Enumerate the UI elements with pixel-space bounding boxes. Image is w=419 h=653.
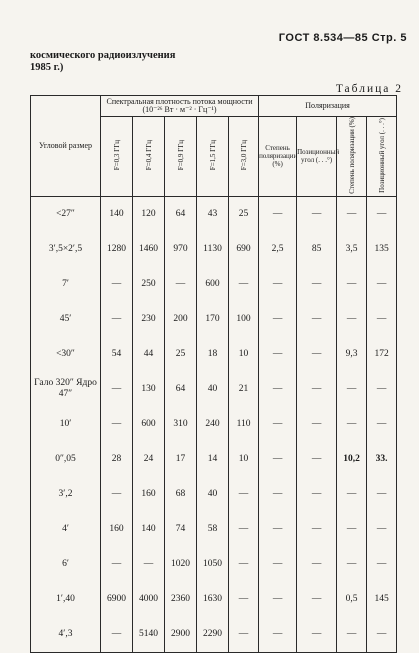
table-cell: —: [337, 477, 367, 512]
col-header-pos-angle: Позиционный угол (. . .°): [297, 117, 337, 197]
table-cell: 2900: [165, 617, 197, 653]
cell-angular-size: 0″,05: [31, 442, 101, 477]
table-cell: 0,5: [337, 582, 367, 617]
table-cell: —: [259, 582, 297, 617]
table-cell: —: [259, 337, 297, 372]
cell-angular-size: Гало 320″ Ядро 47″: [31, 372, 101, 407]
table-cell: —: [259, 302, 297, 337]
table-cell: 1050: [197, 547, 229, 582]
table-cell: —: [367, 547, 397, 582]
table-cell: 140: [133, 512, 165, 547]
table-cell: 40: [197, 477, 229, 512]
table-cell: 4000: [133, 582, 165, 617]
table-cell: 145: [367, 582, 397, 617]
table-cell: —: [259, 196, 297, 232]
table-cell: 74: [165, 512, 197, 547]
col-header-pos-angle: Позиционный угол (. . .°): [367, 117, 397, 197]
table-cell: —: [297, 617, 337, 653]
cell-angular-size: 45′: [31, 302, 101, 337]
table-cell: 10: [229, 337, 259, 372]
data-table: [30, 95, 397, 653]
col-header-freq: F=0,9 ГГц: [165, 117, 197, 197]
table-cell: 25: [165, 337, 197, 372]
table-cell: —: [297, 442, 337, 477]
table-cell: 135: [367, 232, 397, 267]
table-cell: —: [297, 407, 337, 442]
cell-angular-size: 10′: [31, 407, 101, 442]
table-cell: 1020: [165, 547, 197, 582]
table-cell: —: [259, 267, 297, 302]
table-cell: —: [133, 547, 165, 582]
table-cell: —: [337, 512, 367, 547]
table-title: Таблица 2: [335, 83, 403, 95]
table-cell: —: [101, 547, 133, 582]
table-cell: —: [229, 512, 259, 547]
table-cell: —: [297, 512, 337, 547]
table-cell: —: [297, 547, 337, 582]
col-header-size: Угловой размер: [31, 96, 101, 197]
col-header-freq: F=3,0 ГГц: [229, 117, 259, 197]
table-cell: 1630: [197, 582, 229, 617]
page-header: ГОСТ 8.534—85 Стр. 5: [278, 32, 407, 44]
table-cell: 58: [197, 512, 229, 547]
table-cell: 160: [133, 477, 165, 512]
table-cell: 68: [165, 477, 197, 512]
table-row: [31, 477, 397, 512]
table-cell: —: [297, 337, 337, 372]
cell-angular-size: 7′: [31, 267, 101, 302]
cell-angular-size: 3′,5×2′,5: [31, 232, 101, 267]
table-cell: —: [229, 267, 259, 302]
table-row: [31, 582, 397, 617]
table-row: [31, 372, 397, 407]
table-cell: —: [367, 407, 397, 442]
table-cell: 10: [229, 442, 259, 477]
table-cell: —: [259, 442, 297, 477]
table-cell: —: [297, 372, 337, 407]
table-cell: —: [367, 512, 397, 547]
cell-angular-size: 4′: [31, 512, 101, 547]
table-cell: 230: [133, 302, 165, 337]
table-cell: 9,3: [337, 337, 367, 372]
table-cell: —: [337, 407, 367, 442]
table-cell: —: [259, 477, 297, 512]
table-cell: 64: [165, 196, 197, 232]
table-cell: —: [297, 196, 337, 232]
cell-angular-size: 1′,40: [31, 582, 101, 617]
col-header-spectral: Спектральная плотность потока мощности (10⁻²⁶ Вт · м⁻² · Гц⁻¹): [101, 96, 259, 117]
table-row: [31, 617, 397, 653]
table-cell: —: [367, 302, 397, 337]
table-cell: 14: [197, 442, 229, 477]
col-header-freq: F=1,5 ГГц: [197, 117, 229, 197]
table-cell: 240: [197, 407, 229, 442]
caption-line-2: 1985 г.): [30, 62, 64, 73]
table-row: [31, 267, 397, 302]
table-cell: 54: [101, 337, 133, 372]
table-cell: —: [101, 267, 133, 302]
table-cell: —: [297, 477, 337, 512]
table-cell: 120: [133, 196, 165, 232]
table-cell: 250: [133, 267, 165, 302]
table-cell: 600: [197, 267, 229, 302]
table-row: [31, 547, 397, 582]
table-cell: —: [229, 617, 259, 653]
table-cell: 140: [101, 196, 133, 232]
table-cell: —: [259, 617, 297, 653]
table-cell: 33.: [367, 442, 397, 477]
table-cell: 1130: [197, 232, 229, 267]
table-cell: —: [297, 302, 337, 337]
col-header-freq: F=0,4 ГГц: [133, 117, 165, 197]
table-cell: —: [259, 372, 297, 407]
table-cell: 110: [229, 407, 259, 442]
table-cell: —: [259, 547, 297, 582]
table-cell: 21: [229, 372, 259, 407]
table-cell: 1460: [133, 232, 165, 267]
table-cell: 17: [165, 442, 197, 477]
table-cell: 2,5: [259, 232, 297, 267]
table-cell: —: [337, 372, 367, 407]
table-cell: —: [367, 267, 397, 302]
cell-angular-size: 6′: [31, 547, 101, 582]
table-cell: —: [229, 477, 259, 512]
caption: [30, 50, 175, 74]
table-row: [31, 442, 397, 477]
table-cell: 5140: [133, 617, 165, 653]
col-header-polarization: Поляризация: [259, 96, 397, 117]
table-cell: 24: [133, 442, 165, 477]
cell-angular-size: 3′,2: [31, 477, 101, 512]
table-cell: 170: [197, 302, 229, 337]
table-cell: —: [337, 302, 367, 337]
table-cell: 160: [101, 512, 133, 547]
cell-angular-size: 4′,3: [31, 617, 101, 653]
table-cell: —: [297, 267, 337, 302]
cell-angular-size: <27″: [31, 196, 101, 232]
table-cell: —: [101, 372, 133, 407]
table-cell: —: [101, 302, 133, 337]
caption-line-1: космического радиоизлучения: [30, 50, 176, 61]
cell-angular-size: <30″: [31, 337, 101, 372]
table-row: [31, 512, 397, 547]
table-cell: 40: [197, 372, 229, 407]
table-cell: 25: [229, 196, 259, 232]
table-cell: 600: [133, 407, 165, 442]
table-cell: —: [165, 267, 197, 302]
col-header-pol-degree: Степень поляризации (%): [337, 117, 367, 197]
table-cell: 100: [229, 302, 259, 337]
table-cell: 44: [133, 337, 165, 372]
table-cell: —: [229, 582, 259, 617]
table-cell: —: [337, 196, 367, 232]
table-cell: 970: [165, 232, 197, 267]
table-cell: 200: [165, 302, 197, 337]
table-cell: 10,2: [337, 442, 367, 477]
table-cell: 43: [197, 196, 229, 232]
table-cell: —: [297, 582, 337, 617]
table-cell: 310: [165, 407, 197, 442]
table-row: [31, 196, 397, 232]
table-cell: 172: [367, 337, 397, 372]
table-cell: —: [367, 617, 397, 653]
table-cell: —: [101, 617, 133, 653]
table-cell: —: [229, 547, 259, 582]
table-cell: 690: [229, 232, 259, 267]
table-body: [31, 196, 397, 652]
table-cell: —: [101, 477, 133, 512]
table-cell: —: [367, 477, 397, 512]
table-cell: 2290: [197, 617, 229, 653]
table-cell: —: [337, 267, 367, 302]
table-cell: —: [101, 407, 133, 442]
table-cell: 85: [297, 232, 337, 267]
table-cell: —: [367, 372, 397, 407]
col-header-freq: F=0,3 ГГц: [101, 117, 133, 197]
table-cell: 1280: [101, 232, 133, 267]
table-row: [31, 407, 397, 442]
table-cell: 3,5: [337, 232, 367, 267]
table-cell: —: [259, 407, 297, 442]
col-header-pol-degree: Степень поляризации (%): [259, 117, 297, 197]
table-cell: 6900: [101, 582, 133, 617]
table-row: [31, 302, 397, 337]
table-cell: 130: [133, 372, 165, 407]
table-cell: —: [367, 196, 397, 232]
table-cell: —: [259, 512, 297, 547]
table-cell: 64: [165, 372, 197, 407]
table-cell: —: [337, 547, 367, 582]
table-cell: 2360: [165, 582, 197, 617]
table-row: [31, 232, 397, 267]
table-cell: —: [337, 617, 367, 653]
table-cell: 28: [101, 442, 133, 477]
table-row: [31, 337, 397, 372]
table-cell: 18: [197, 337, 229, 372]
